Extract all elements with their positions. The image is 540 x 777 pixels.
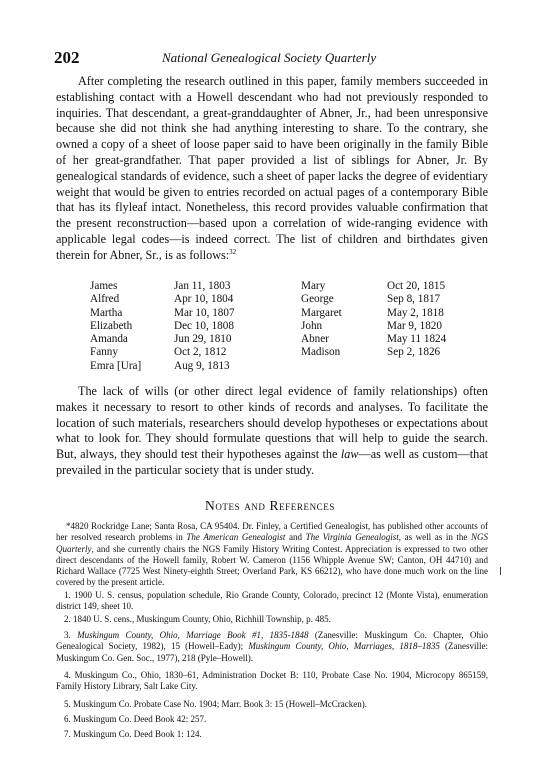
child-name: Fanny [90,346,118,359]
note-text: *4820 Rockridge Lane; Santa Rosa, CA 95404. Dr. Finley, a Certified Genealogist, has published other accounts of her resolved research problems in [56,521,488,543]
emphasized-law: law [340,447,359,462]
journal-title: The Virginia Genealogist [305,532,399,543]
footnote-reference: 32 [229,247,237,256]
running-title: National Genealogical Society Quarterly [162,50,377,65]
notes-heading: Notes and References [204,498,335,513]
body-paragraph-2 [56,384,488,479]
child-name: Alfred [90,293,120,306]
footnote-6: 6. Muskingum Co. Deed Book 42: 257. [64,714,207,724]
child-name: Margaret [301,306,342,319]
birth-date: Aug 9, 1813 [174,359,230,372]
birth-date: Dec 10, 1808 [174,319,234,332]
body-paragraph-1 [56,74,488,264]
child-name: Madison [301,346,341,359]
footnote-number: 3. [64,630,78,640]
footnote-5: 5. Muskingum Co. Probate Case No. 1904; Marr. Book 3: 15 (Howell–McCracken). [64,699,367,709]
margin-mark [500,567,501,575]
child-name: Mary [301,280,326,292]
book-title: Muskingum County, Ohio, Marriage Book #1, 1835-1848 [77,630,309,640]
child-name: Amanda [90,333,128,346]
note-text: , as well as in the [398,532,471,543]
birth-date: Jun 29, 1810 [174,333,232,346]
footnote-4: 4. Muskingum Co., Ohio, 1830–61, Administration Docket B: 110, Probate Case No. 1904, Microcopy 865159, Family History Library, Salt Lake City. [56,670,488,692]
birth-date: Mar 9, 1820 [387,319,442,332]
footnote-2: 2. 1840 U. S. cens., Muskingum County, Ohio, Richhill Township, p. 485. [64,614,331,624]
footnote-3 [56,630,488,664]
child-name: George [301,293,334,306]
book-title: Muskingum County, Ohio, Marriages, 1818–1835 [248,641,440,652]
birth-date: May 2, 1818 [387,306,444,319]
birth-date: May 11 1824 [387,333,447,346]
paragraph-1-text: After completing the research outlined in this paper, family members succeeded in establishing contact with a Howell descendant who had not previously responded to inquiries. That descendant, a great-granddaughter of Abner, Jr., had been unresponsive because she did not think she had anything interesting to share. To the contrary, she owned a copy of a sheet of loose paper said to have been originally in the family Bible of her great-grandfather. That paper provided a list of siblings for Abner, Jr. By genealogical standards of evidence, such a sheet of paper lacks the degree of evidentiary weight that would be given to entries recorded on actual pages of a contemporary Bible that has its flyleaf intact. Nonetheless, this record provides valuable confirmation that the present reconstruction—based upon a correlation of wide-ranging evidence with applicable legal codes—is indeed correct. The list of children and birthdates given therein for Abner, Sr., is as follows: [56,74,488,262]
birth-date: Mar 10, 1807 [174,306,235,319]
birth-date: Apr 10, 1804 [174,293,234,306]
note-text: (Zanesville: Muskingum Co. Gen. Soc., 1977), 218 (Pyle–Howell). [56,641,489,663]
birth-date: Sep 2, 1826 [387,346,441,359]
birth-date: Oct 2, 1812 [174,346,227,359]
note-text: (Zanesville: Muskingum Co. Chapter, Ohio Genealogical Society, 1982), 15 (Howell–Eady); [56,630,489,652]
author-note [56,521,488,589]
journal-title: The American Genealogist [186,532,286,543]
journal-title: NGS Quarterly [56,532,488,554]
birth-date: Oct 20, 1815 [387,280,446,292]
child-name: Martha [90,306,123,319]
paragraph-2-text: The lack of wills (or other direct legal evidence of family relationships) often makes it necessary to resort to other kinds of records and analyses. To facilitate the location of such materials, researchers should develop hypotheses or expectations about what to look for. They should formulate questions that will help to guide the search. But, always, they should test their hypotheses against the [56,384,488,462]
child-name: Elizabeth [90,319,133,332]
child-name: Emra [Ura] [90,359,142,372]
note-text: and [285,532,306,543]
child-name: James [90,280,118,292]
child-name: John [301,319,323,332]
paragraph-2-text-end: —as well as custom—that prevailed in the particular society that is under study. [56,447,488,477]
child-name: Abner [301,333,329,346]
page-number: 202 [54,48,80,67]
footnote-1: 1. 1900 U. S. census, population schedule, Rio Grande County, Colorado, precinct 12 (Monte Vista), enumeration district 149, sheet 10. [56,590,488,612]
birth-date: Jan 11, 1803 [174,280,231,292]
birth-date: Sep 8, 1817 [387,293,441,306]
note-text: , and she currently chairs the NGS Family History Writing Contest. Appreciation is expressed to two other direct descendants of the Howell family, Robert W. Cameron (1156 Whipple Avenue SW; Canton, OH 44710) and Richard Wallace (7725 West Ninety-eighth Street; Overland Park, KS 66212), who have done much work on the line covered by the present article. [56,543,488,588]
page-header [54,48,486,68]
footnote-7: 7. Muskingum Co. Deed Book 1: 124. [64,729,202,739]
